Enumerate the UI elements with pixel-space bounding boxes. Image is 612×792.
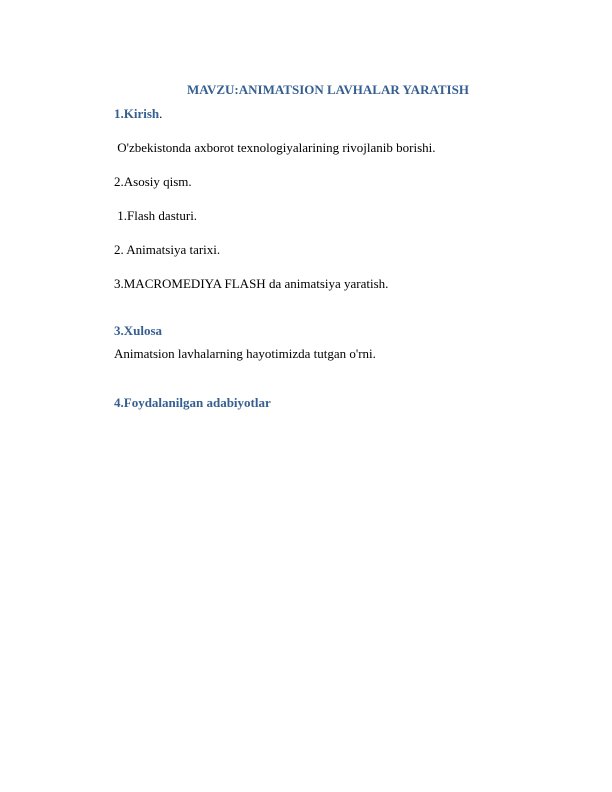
document-title: MAVZU:ANIMATSION LAVHALAR YARATISH xyxy=(187,82,469,97)
conclusion-text: Animatsion lavhalarning hayotimizda tutgan o'rni. xyxy=(114,346,376,361)
main-item-flash: 1.Flash dasturi. xyxy=(114,208,198,223)
main-item-macromedia: 3.MACROMEDIYA FLASH da animatsiya yaratish. xyxy=(114,276,389,291)
intro-heading-punct: . xyxy=(159,106,163,121)
references-heading: 4.Foydalanilgan adabiyotlar xyxy=(114,395,271,410)
intro-heading: 1.Kirish xyxy=(114,106,160,121)
intro-text: O'zbekistonda axborot texnologiyalarining rivojlanib borishi. xyxy=(114,140,436,155)
conclusion-heading: 3.Xulosa xyxy=(114,323,163,338)
main-item-history: 2. Animatsiya tarixi. xyxy=(114,242,221,257)
main-heading: 2.Asosiy qism. xyxy=(114,174,192,189)
intro-heading-line xyxy=(114,106,162,122)
